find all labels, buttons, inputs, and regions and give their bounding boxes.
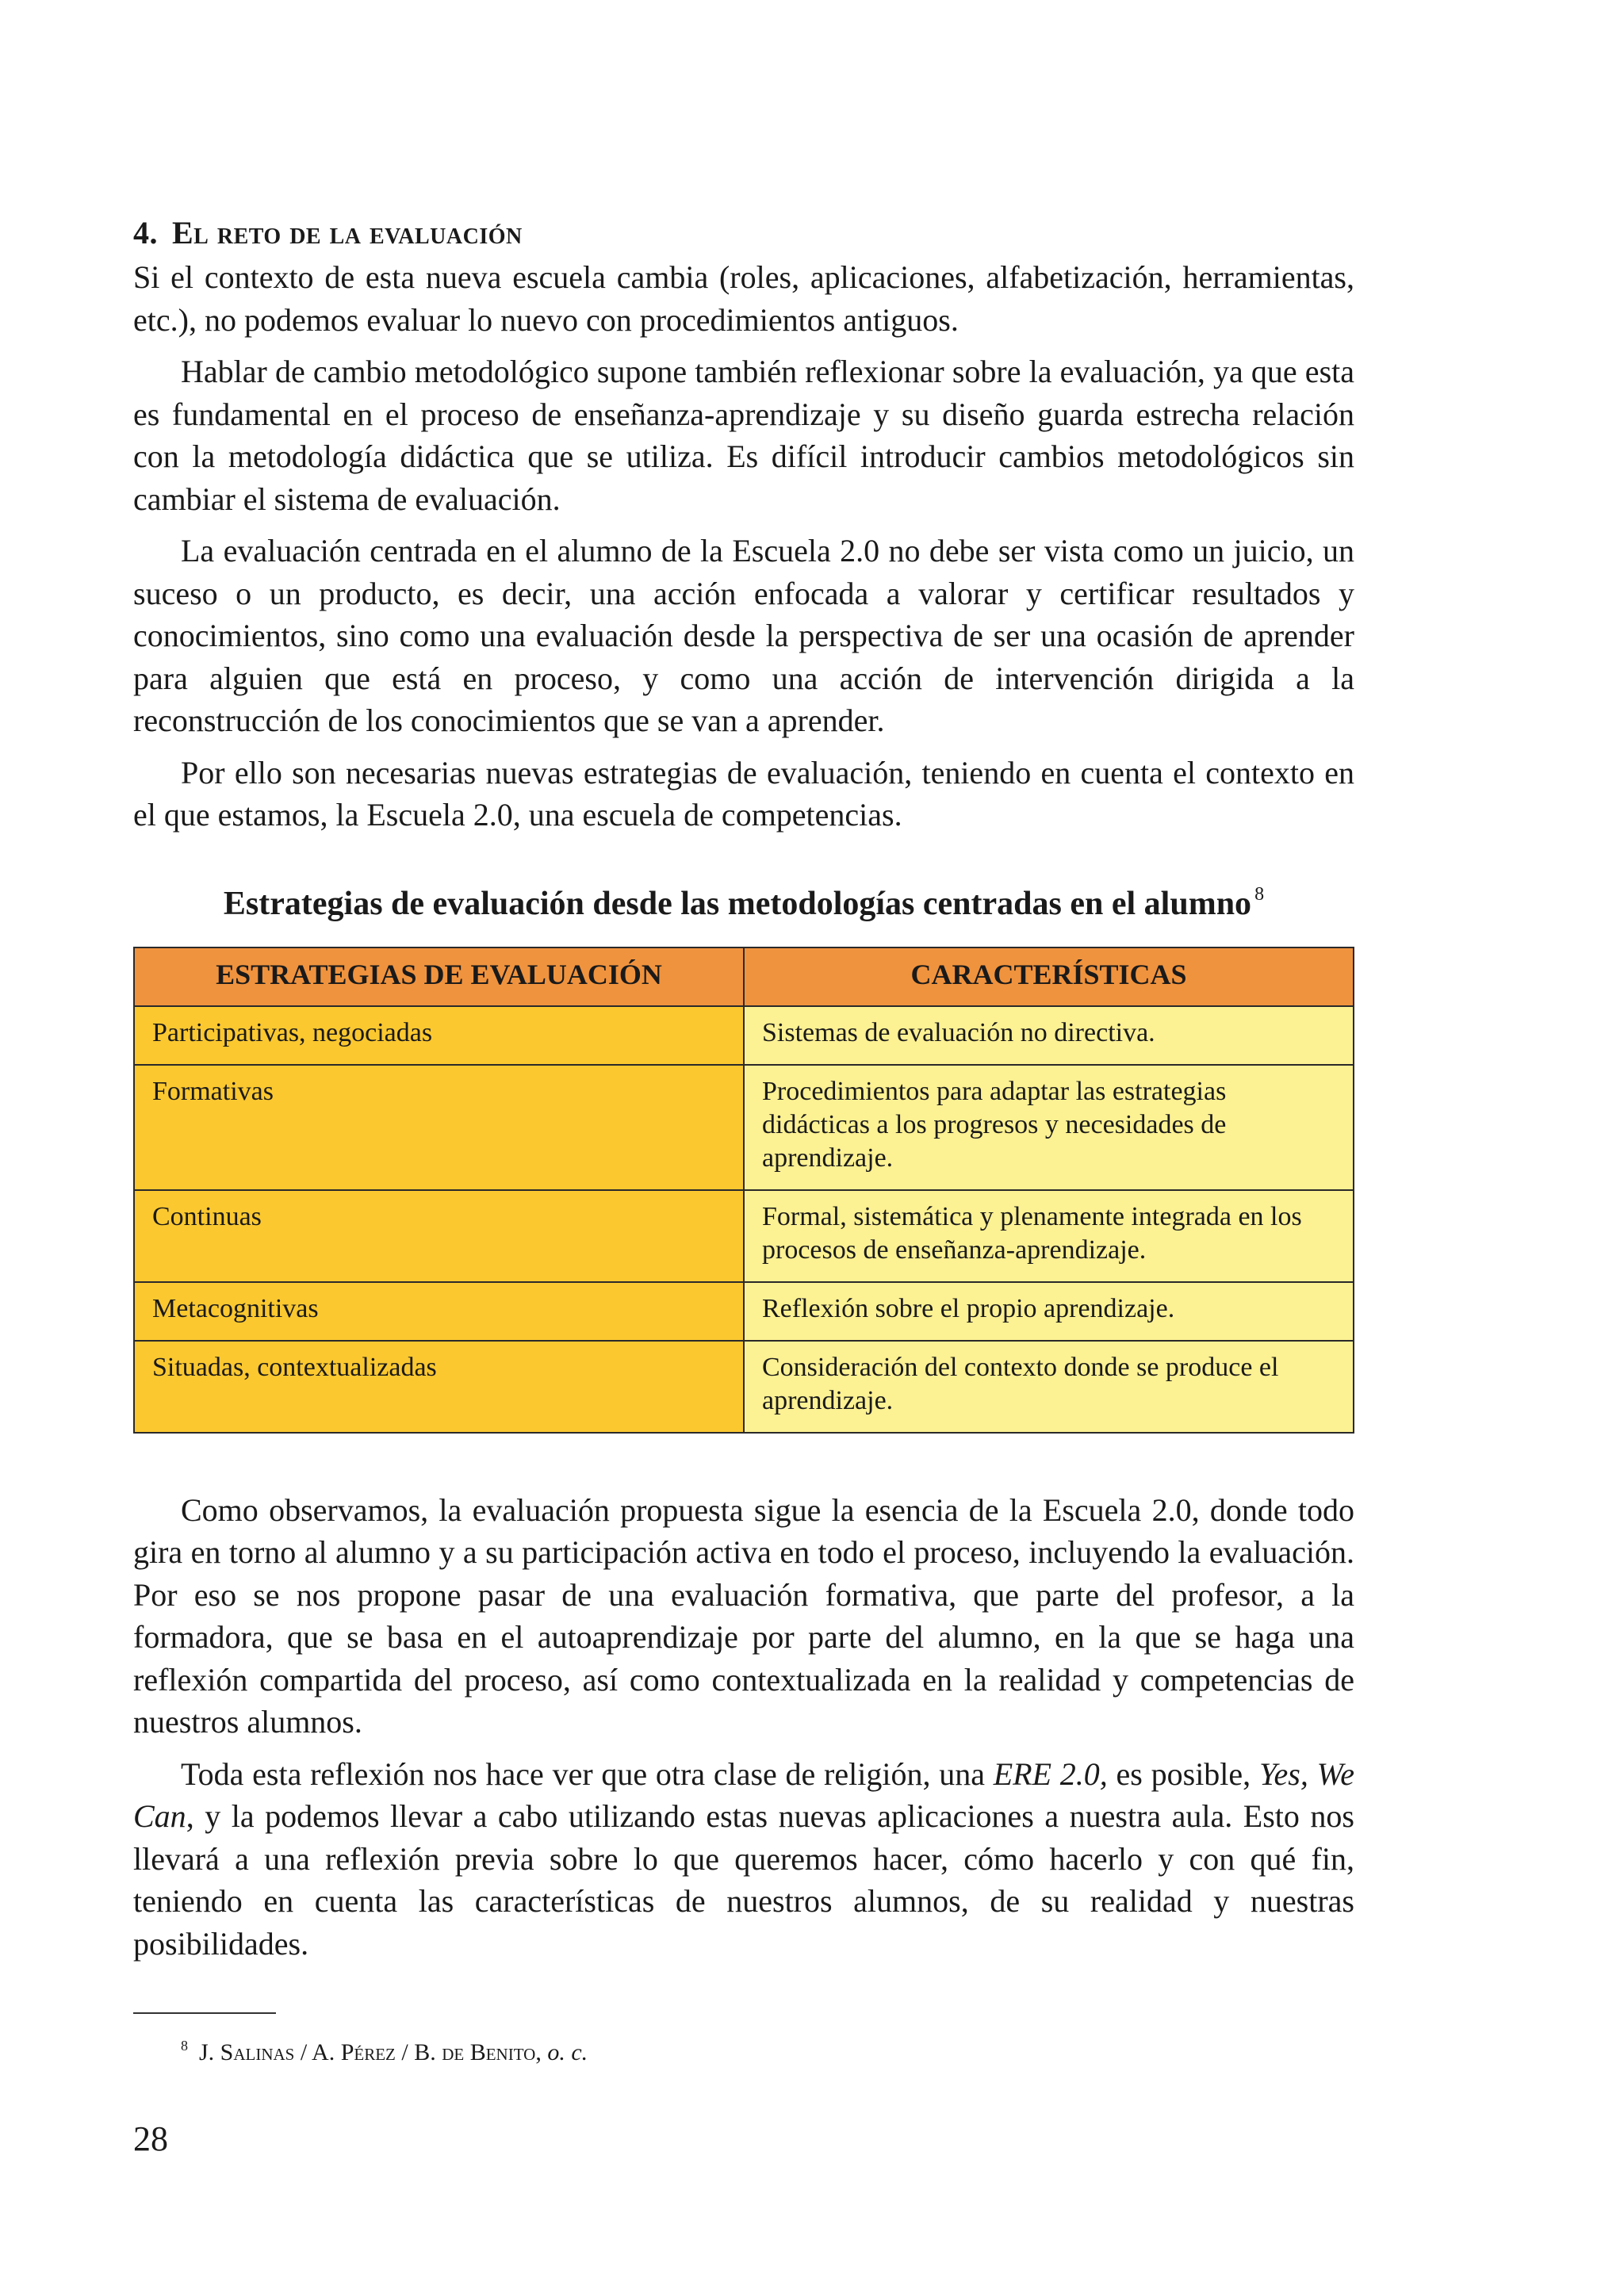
characteristic-cell: Reflexión sobre el propio aprendizaje. xyxy=(744,1282,1354,1341)
evaluation-strategies-table xyxy=(133,947,1354,1434)
strategy-cell: Formativas xyxy=(134,1065,744,1190)
section-number: 4. xyxy=(133,215,158,251)
table-row xyxy=(134,1282,1354,1341)
footnote-authors: J. Salinas / A. Pérez / B. de Benito, xyxy=(199,2039,542,2065)
strategy-cell: Continuas xyxy=(134,1190,744,1282)
section-title: El reto de la evaluación xyxy=(172,215,523,251)
table-row xyxy=(134,1006,1354,1065)
footnote-number: 8 xyxy=(181,2038,188,2054)
table-row xyxy=(134,1190,1354,1282)
footnote-cite: o. c. xyxy=(547,2039,588,2065)
page-number: 28 xyxy=(133,2119,168,2158)
paragraph-text: Toda esta reflexión nos hace ver que otra clase de religión, una xyxy=(181,1755,994,1792)
table-title xyxy=(133,884,1354,923)
characteristic-cell: Formal, sistemática y plenamente integrada en los procesos de enseñanza-aprendizaje. xyxy=(744,1190,1354,1282)
footnote-ref: 8 xyxy=(1254,883,1265,905)
table-row xyxy=(134,1065,1354,1190)
paragraph: Por ello son necesarias nuevas estrategias de evaluación, teniendo en cuenta el contexto en el que estamos, la Escuela 2.0, una escuela de competencias. xyxy=(133,754,1354,833)
strategy-cell: Participativas, negociadas xyxy=(134,1006,744,1065)
paragraph: Hablar de cambio metodológico supone también reflexionar sobre la evaluación, ya que esta es fundamental en el proceso de enseñanza-aprendizaje y su diseño guarda estrecha relación con la metodología didáctica que se utiliza. Es difícil introducir cambios metodológicos sin cambiar el sistema de evaluación. xyxy=(133,354,1354,517)
table-title-text: Estrategias de evaluación desde las metodologías centradas en el alumno xyxy=(223,885,1252,922)
emphasis-text: Yes, We Can xyxy=(133,1755,1354,1834)
characteristic-cell: Sistemas de evaluación no directiva. xyxy=(744,1006,1354,1065)
paragraph: La evaluación centrada en el alumno de la Escuela 2.0 no debe ser vista como un juicio, un suceso o un producto, es decir, una acción enfocada a valorar y certificar resultados y conocimientos, sino como una evaluación desde la perspectiva de ser una ocasión de aprender para alguien que está en proceso, y como una acción de intervención dirigida a la reconstrucción de los conocimientos que se van a aprender. xyxy=(133,533,1354,738)
strategy-cell: Situadas, contextualizadas xyxy=(134,1341,744,1433)
strategy-cell: Metacognitivas xyxy=(134,1282,744,1341)
page-content xyxy=(133,214,1354,2066)
paragraph-text: es posible, xyxy=(1107,1755,1259,1792)
paragraph: Si el contexto de esta nueva escuela cambia (roles, aplicaciones, alfabetización, herramientas, etc.), no podemos evaluar lo nuevo con procedimientos antiguos. xyxy=(133,259,1354,338)
header-characteristics: CARACTERÍSTICAS xyxy=(744,947,1354,1006)
table-header-row xyxy=(134,947,1354,1006)
paragraph xyxy=(133,1753,1354,1966)
characteristic-cell: Consideración del contexto donde se produce el aprendizaje. xyxy=(744,1341,1354,1433)
emphasis-text: ERE 2.0, xyxy=(993,1755,1108,1792)
section-heading xyxy=(133,214,1354,251)
table-row xyxy=(134,1341,1354,1433)
paragraph: Como observamos, la evaluación propuesta sigue la esencia de la Escuela 2.0, donde todo gira en torno al alumno y a su participación activa en todo el proceso, incluyendo la evaluación. Por eso se nos propone pasar de una evaluación formativa, que parte del profesor, a la formadora, que se basa en el autoaprendizaje por parte del alumno, en la que se haga una reflexión compartida del proceso, así como contextualizada en la realidad y competencias de nuestros alumnos. xyxy=(133,1491,1354,1740)
characteristic-cell: Procedimientos para adaptar las estrategias didácticas a los progresos y necesidades de aprendizaje. xyxy=(744,1065,1354,1190)
footnote-divider xyxy=(133,2012,276,2014)
paragraph-text: , y la podemos llevar a cabo utilizando estas nuevas aplicaciones a nuestra aula. Esto nos llevará a una reflexión previa sobre lo que queremos hacer, cómo hacerlo y con qué fin, teniendo en cuenta las características de nuestros alumnos, de su realidad y nuestras posibilidades. xyxy=(133,1798,1354,1962)
footnote xyxy=(133,2038,1354,2066)
header-strategies: ESTRATEGIAS DE EVALUACIÓN xyxy=(134,947,744,1006)
closing-section xyxy=(133,1489,1354,1966)
